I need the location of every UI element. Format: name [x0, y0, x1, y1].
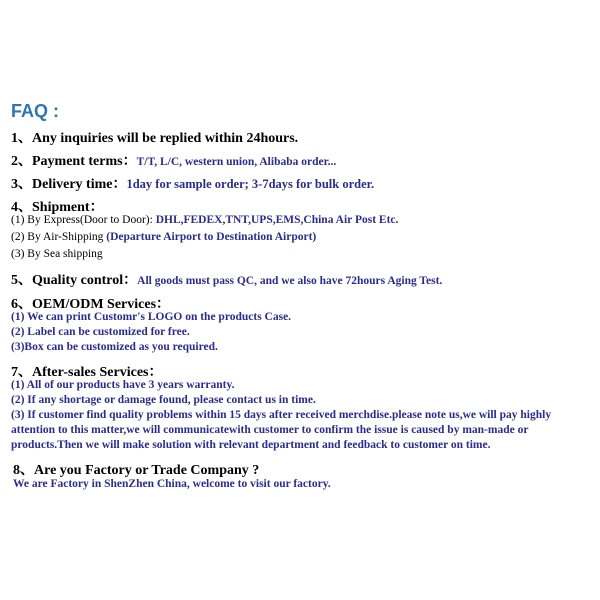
- question-5: [11, 269, 442, 289]
- question-6-label: 6、OEM/ODM Services：: [11, 297, 171, 312]
- oem-line-2: (2) Label can be customized for free.: [11, 326, 190, 338]
- shipment-line-2-value: (Departure Airport to Destination Airport): [106, 231, 317, 243]
- question-6: [11, 293, 170, 313]
- question-3: [11, 173, 374, 193]
- shipment-line-1-value: DHL,FEDEX,TNT,UPS,EMS,China Air Post Etc.: [155, 214, 399, 226]
- question-7: [11, 361, 162, 381]
- shipment-line-2: [11, 231, 316, 243]
- question-5-label: 5、Quality control：: [11, 273, 138, 288]
- shipment-line-2-prefix: (2) By Air-Shipping: [11, 231, 104, 243]
- faq-title: FAQ :: [11, 101, 59, 121]
- after-sales-line-5: products.Then we will make solution with relevant department and feedback to customer on time.: [11, 439, 491, 451]
- question-2-answer: T/T, L/C, western union, Alibaba order...: [136, 156, 337, 168]
- question-8-label: 8、Are you Factory or Trade Company ?: [13, 463, 260, 478]
- question-2: [11, 150, 336, 170]
- after-sales-line-1: (1) All of our products have 3 years warranty.: [11, 379, 235, 391]
- after-sales-line-4: attention to this matter,we will communicatewith customer to confirm the issue is caused by man-made or: [11, 424, 529, 436]
- question-4-label: 4、Shipment：: [11, 200, 104, 215]
- after-sales-line-2: (2) If any shortage or damage found, please contact us in time.: [11, 394, 316, 406]
- question-8-answer: We are Factory in ShenZhen China, welcome to visit our factory.: [13, 478, 331, 490]
- question-4: [11, 196, 104, 216]
- question-2-label: 2、Payment terms：: [11, 154, 137, 169]
- oem-line-1: (1) We can print Customr's LOGO on the products Case.: [11, 311, 292, 323]
- question-8: [13, 459, 259, 479]
- question-3-label: 3、Delivery time：: [11, 177, 127, 192]
- oem-line-3: (3)Box can be customized as you required.: [11, 341, 218, 353]
- shipment-line-3: [11, 248, 103, 260]
- question-5-answer: All goods must pass QC, and we also have 72hours Aging Test.: [137, 275, 443, 287]
- shipment-line-1-prefix: (1) By Express(Door to Door):: [11, 214, 153, 226]
- question-1: [11, 127, 298, 147]
- question-7-label: 7、After-sales Services：: [11, 365, 163, 380]
- question-3-answer: 1day for sample order; 3-7days for bulk order.: [126, 177, 375, 191]
- shipment-line-3-text: (3) By Sea shipping: [11, 248, 103, 260]
- shipment-line-1: [11, 214, 398, 226]
- after-sales-line-3: (3) If customer find quality problems within 15 days after received merchdise.please note us,we will pay highly: [11, 409, 552, 421]
- question-1-label: 1、Any inquiries will be replied within 24hours.: [11, 131, 299, 146]
